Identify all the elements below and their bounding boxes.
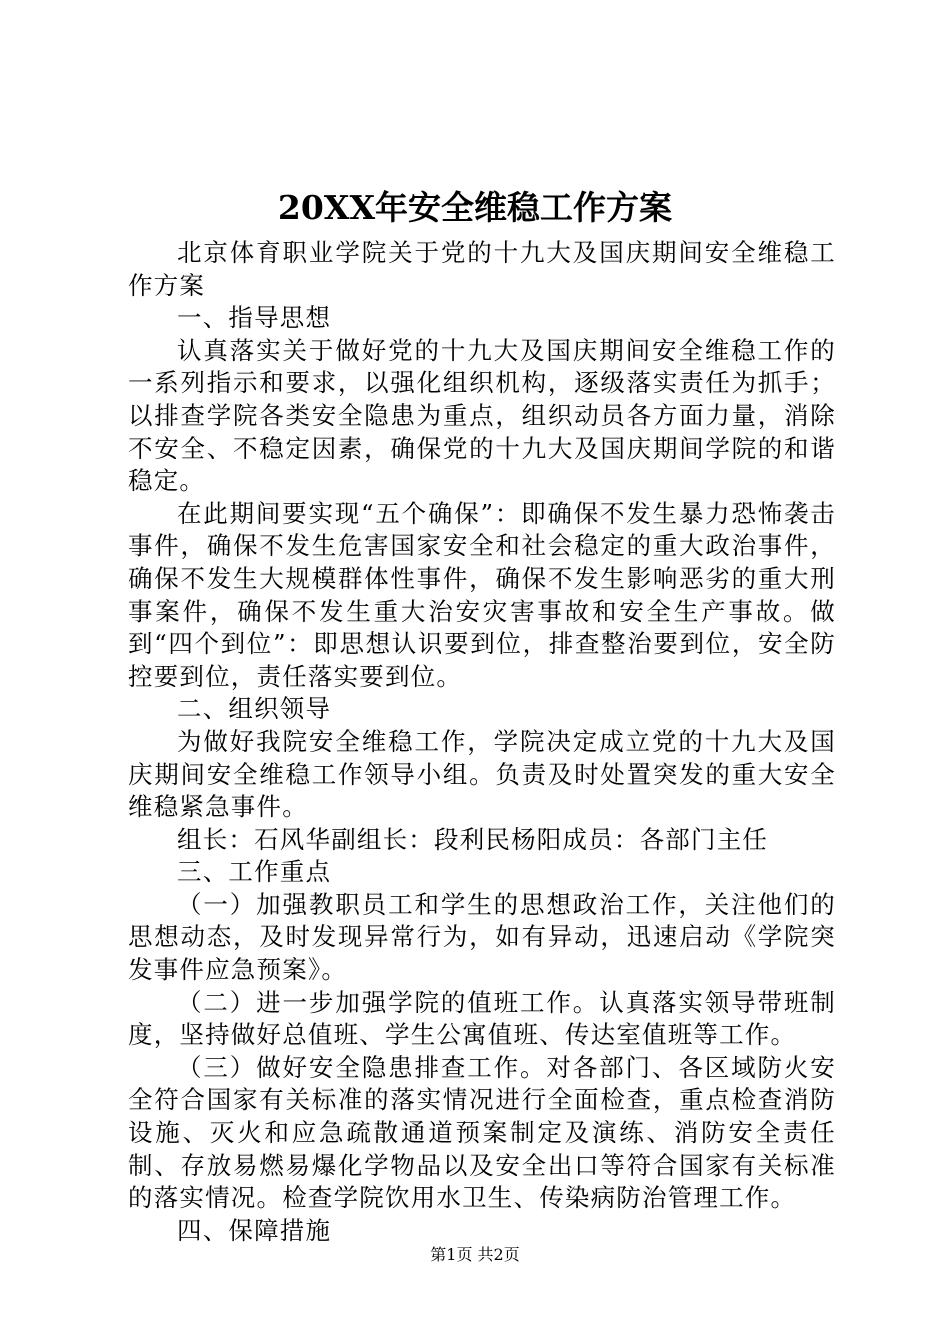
paragraph-guiding-thought: 认真落实关于做好党的十九大及国庆期间安全维稳工作的一系列指示和要求，以强化组织机构，逐级落实责任为抓手；以排查学院各类安全隐患为重点，组织动员各方面力量，消除不安全、不稳定因素，确保党的十九大及国庆期间学院的和谐稳定。	[128, 335, 836, 496]
document-title: 20XX年安全维稳工作方案	[277, 188, 673, 227]
paragraph-focus-1: （一）加强教职员工和学生的思想政治工作，关注他们的思想动态，及时发现异常行为，如有异动，迅速启动《学院突发事件应急预案》。	[128, 889, 836, 985]
paragraph-organization: 为做好我院安全维稳工作，学院决定成立党的十九大及国庆期间安全维稳工作领导小组。负责及时处置突发的重大安全维稳紧急事件。	[128, 726, 836, 822]
section-heading-organization: 二、组织领导	[177, 694, 332, 724]
section-heading-safeguards: 四、保障措施	[177, 1215, 332, 1245]
page-number-footer: 第1页 共2页	[430, 1245, 520, 1264]
section-heading-guiding-thought: 一、指导思想	[177, 303, 332, 333]
document-body	[128, 237, 836, 1247]
section-heading-work-focus: 三、工作重点	[177, 857, 332, 887]
paragraph-five-ensures: 在此期间要实现“五个确保”：即确保不发生暴力恐怖袭击事件，确保不发生危害国家安全和社会稳定的重大政治事件，确保不发生大规模群体性事件，确保不发生影响恶劣的重大刑事案件，确保不发生重大治安灾害事故和安全生产事故。做到“四个到位”：即思想认识要到位，排查整治要到位，安全防控要到位，责任落实要到位。	[128, 498, 836, 691]
paragraph-focus-2: （二）进一步加强学院的值班工作。认真落实领导带班制度，坚持做好总值班、学生公寓值班、传达室值班等工作。	[128, 987, 836, 1050]
paragraph-focus-3: （三）做好安全隐患排查工作。对各部门、各区域防火安全符合国家有关标准的落实情况进行全面检查，重点检查消防设施、灭火和应急疏散通道预案制定及演练、消防安全责任制、存放易燃易爆化学物品以及安全出口等符合国家有关标准的落实情况。检查学院饮用水卫生、传染病防治管理工作。	[128, 1052, 836, 1213]
paragraph-leaders: 组长：石风华副组长：段利民杨阳成员：各部门主任	[177, 824, 769, 854]
paragraph-heading-line: 北京体育职业学院关于党的十九大及国庆期间安全维稳工作方案	[128, 238, 836, 300]
